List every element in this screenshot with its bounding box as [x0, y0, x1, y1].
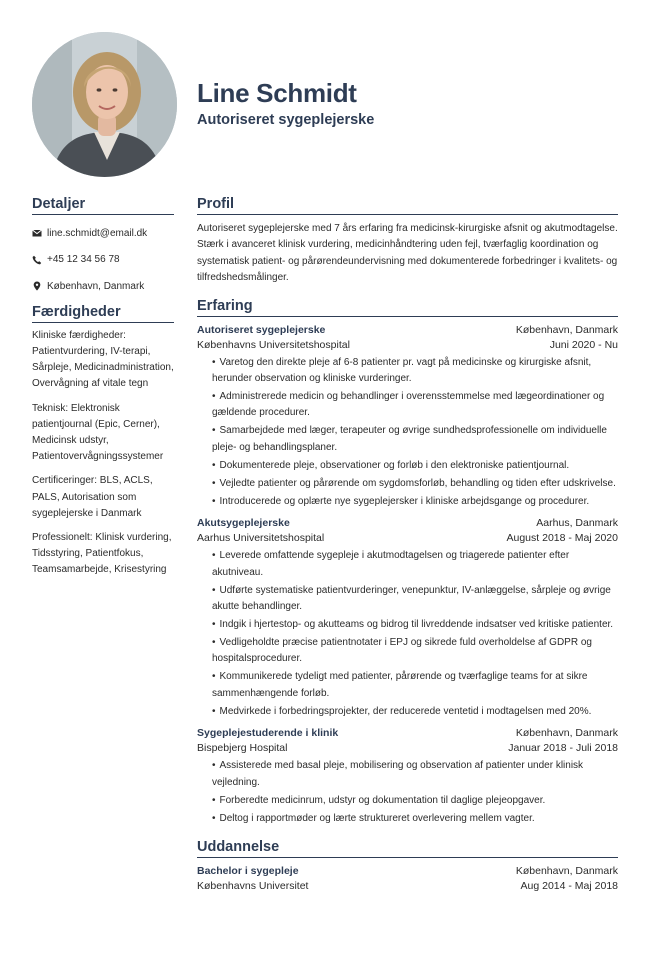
- job-bullets: [197, 355, 618, 511]
- details-heading: Detaljer: [32, 196, 174, 215]
- job-bullet: • Samarbejdede med læger, terapeuter og øvrige sundhedsprofessionelle om individuelle pleje- og behandlingsplaner.: [212, 423, 618, 456]
- school: Københavns Universitet: [197, 880, 309, 893]
- job-bullet: • Vedligeholdte præcise patientnotater i EPJ og sikrede fuld overholdelse af GDPR og hospitalsprocedurer.: [212, 635, 618, 668]
- job-bullet: • Administrerede medicin og behandlinger i overensstemmelse med lægeordinationer og gældende procedurer.: [212, 389, 618, 422]
- contact-location: [32, 277, 174, 295]
- experience-heading: Erfaring: [197, 298, 618, 317]
- job-bullet: • Udførte systematiske patientvurderinger, venepunktur, IV-anlæggelse, sårpleje og øvrige akutte behandlinger.: [212, 583, 618, 616]
- location-pin-icon: [32, 281, 42, 291]
- phone-icon: [32, 255, 42, 265]
- job-dates: Januar 2018 - Juli 2018: [508, 742, 618, 755]
- job-organization: Københavns Universitetshospital: [197, 338, 350, 351]
- job-bullet: • Medvirkede i forbedringsprojekter, der reducerede ventetid i modtagelsen med 20%.: [212, 704, 618, 720]
- job-dates: Juni 2020 - Nu: [549, 338, 618, 351]
- profile-photo: [32, 32, 177, 177]
- job-dates: August 2018 - Maj 2020: [506, 532, 618, 545]
- job-location: Aarhus, Danmark: [536, 517, 618, 530]
- job-entry: [197, 323, 618, 511]
- job-bullet: • Deltog i rapportmøder og lærte struktureret overlevering mellem vagter.: [212, 811, 618, 827]
- phone-text: +45 12 34 56 78: [47, 254, 120, 266]
- job-bullet: • Assisterede med basal pleje, mobilisering og observation af patienter under klinisk vejledning.: [212, 758, 618, 791]
- job-bullet: • Varetog den direkte pleje af 6-8 patienter pr. vagt på medicinske og kirurgiske afsnit, herunder observation og kliniske vurderinger.: [212, 355, 618, 388]
- candidate-title: Autoriseret sygeplejerske: [197, 112, 375, 128]
- skills-list: [32, 328, 174, 579]
- skill-item: Certificeringer: BLS, ACLS, PALS, Autorisation som sygeplejerske i Danmark: [32, 475, 153, 519]
- job-bullet: • Kommunikerede tydeligt med patienter, pårørende og tværfaglige teams for at sikre sammenhængende forløb.: [212, 669, 618, 702]
- location-text: København, Danmark: [47, 280, 145, 292]
- job-entry: [197, 516, 618, 720]
- skill-item: Professionelt: Klinisk vurdering, Tidsstyring, Patientfokus, Teamsamarbejde, Krisestyring: [32, 532, 172, 576]
- education-dates: Aug 2014 - Maj 2018: [520, 880, 618, 893]
- contact-email[interactable]: [32, 224, 174, 242]
- job-organization: Aarhus Universitetshospital: [197, 532, 325, 545]
- candidate-name: Line Schmidt: [197, 78, 357, 108]
- profile-text: Autoriseret sygeplejerske med 7 års erfaring fra medicinsk-kirurgiske afsnit og akutmodtagelse. Stærk i avanceret klinisk vurdering, medicinhåndtering uden fejl, tværfaglig koordination og systematisk patient- og pårørendeundervisning med dokumenterede forbedringer i kvalitets- og tilfredshedsmålinger.: [197, 223, 618, 284]
- degree: Bachelor i sygepleje: [197, 865, 299, 878]
- contact-phone[interactable]: [32, 251, 174, 269]
- job-bullet: • Forberedte medicinrum, udstyr og dokumentation til daglige plejeopgaver.: [212, 793, 618, 809]
- job-entry: [197, 726, 618, 827]
- right-column: [197, 196, 618, 894]
- envelope-icon: [32, 228, 42, 238]
- job-location: København, Danmark: [515, 727, 618, 740]
- job-organization: Bispebjerg Hospital: [197, 742, 288, 755]
- job-bullets: [197, 758, 618, 827]
- job-bullet: • Leverede omfattende sygepleje i akutmodtagelsen og triagerede patienter efter akutniveau.: [212, 548, 618, 581]
- profile-heading: Profil: [197, 196, 618, 215]
- job-role: Akutsygeplejerske: [197, 517, 290, 530]
- left-column: [32, 196, 174, 587]
- job-role: Sygeplejestuderende i klinik: [197, 727, 339, 740]
- job-role: Autoriseret sygeplejerske: [197, 323, 326, 336]
- education-entry: [197, 864, 618, 894]
- education-location: København, Danmark: [515, 865, 618, 878]
- education-heading: Uddannelse: [197, 839, 618, 858]
- job-location: København, Danmark: [515, 323, 618, 336]
- job-bullet: • Indgik i hjertestop- og akutteams og bidrog til livreddende indsatser ved kritiske patienter.: [212, 617, 618, 633]
- skills-heading: Færdigheder: [32, 304, 174, 323]
- skill-item: Teknisk: Elektronisk patientjournal (Epic, Cerner), Medicinsk udstyr, Patientovervågningssystemer: [32, 402, 164, 463]
- job-bullet: • Introducerede og oplærte nye sygeplejersker i kliniske arbejdsgange og procedurer.: [212, 494, 618, 510]
- email-text: line.schmidt@email.dk: [47, 227, 148, 239]
- contact-list: [32, 224, 174, 295]
- job-bullet: • Dokumenterede pleje, observationer og forløb i den elektroniske patientjournal.: [212, 458, 618, 474]
- job-bullet: • Vejledte patienter og pårørende om sygdomsforløb, behandling og tiden efter udskrivelse.: [212, 476, 618, 492]
- job-bullets: [197, 548, 618, 720]
- skill-item: Kliniske færdigheder: Patientvurdering, IV-terapi, Sårpleje, Medicinadministration, Overvågning af vitale tegn: [32, 329, 174, 390]
